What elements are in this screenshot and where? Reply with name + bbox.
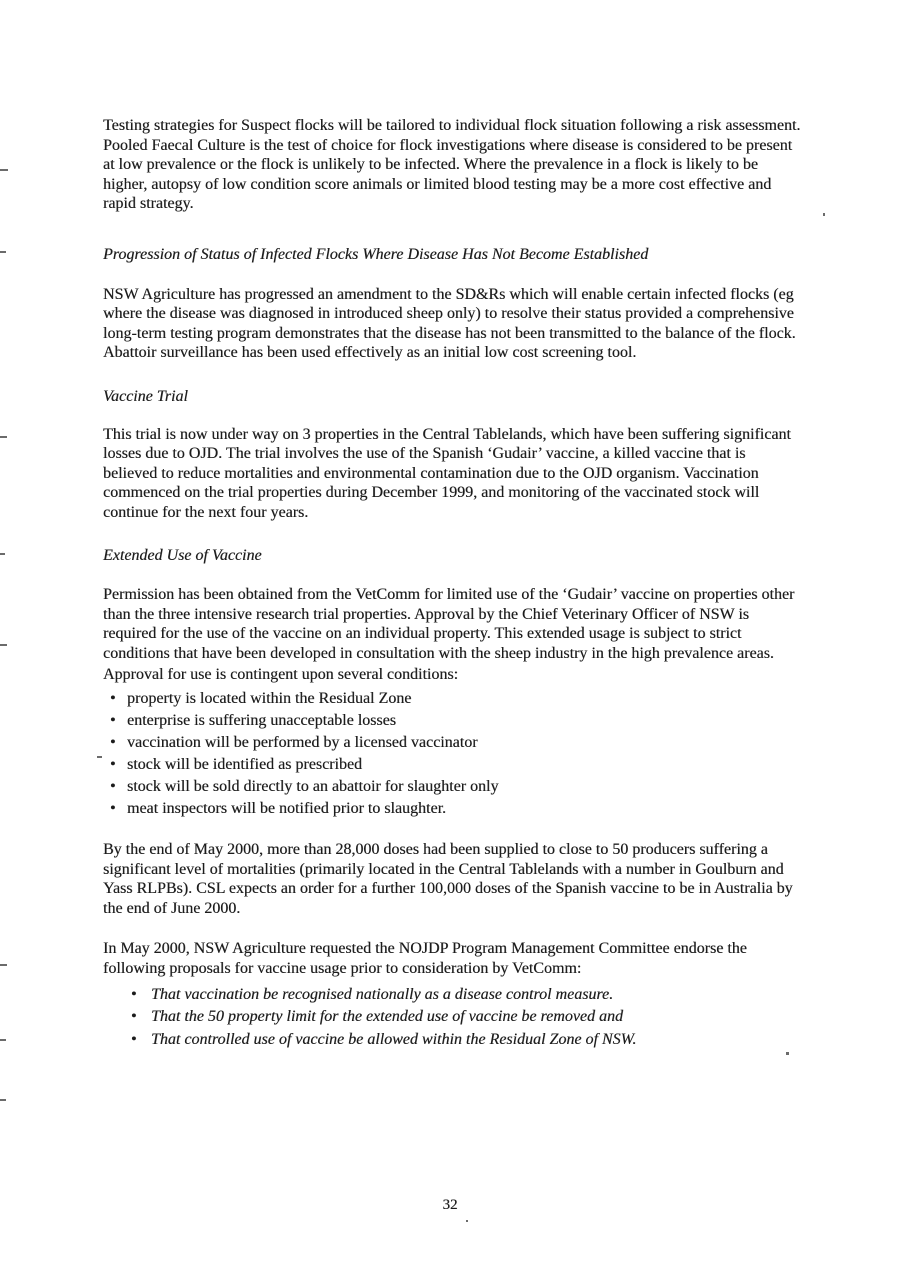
list-item: • stock will be sold directly to an abattoir for slaughter only bbox=[103, 776, 803, 798]
scan-artifact bbox=[0, 436, 7, 438]
scan-artifact bbox=[0, 553, 5, 555]
scan-artifact bbox=[0, 251, 6, 253]
paragraph-vaccine-trial: This trial is now under way on 3 properties in the Central Tablelands, which have been suffering significant losses due to OJD. The trial involves the use of the Spanish ‘Gudair’ vaccine, a killed vaccine that is believed to reduce mortalities and environmental contamination due to the OJD organism. Vaccination commenced on the trial properties during December 1999, and monitoring of the vaccinated stock will continue for the next four years. bbox=[103, 425, 791, 521]
paragraph-permission: Permission has been obtained from the VetComm for limited use of the ‘Gudair’ vaccine on properties other than the three intensive research trial properties. Approval by the Chief Veterinary Officer of NSW is required for the use of the vaccine on an individual property. This extended usage is subject to strict conditions that have been developed in consultation with the sheep industry in the high prevalence areas. bbox=[103, 586, 795, 662]
scan-artifact bbox=[823, 213, 825, 216]
heading-extended-use-of-vaccine: Extended Use of Vaccine bbox=[103, 546, 262, 564]
list-item: • That the 50 property limit for the extended use of vaccine be removed and bbox=[103, 1006, 803, 1029]
heading-vaccine-trial: Vaccine Trial bbox=[103, 387, 188, 405]
scan-artifact bbox=[0, 644, 7, 646]
scan-artifact bbox=[466, 1220, 468, 1222]
scan-artifact bbox=[0, 169, 8, 171]
scan-artifact bbox=[0, 964, 7, 966]
list-item: • property is located within the Residual Zone bbox=[103, 688, 803, 710]
scan-artifact bbox=[0, 1099, 6, 1101]
list-item: • vaccination will be performed by a licensed vaccinator bbox=[103, 732, 803, 754]
scan-artifact bbox=[0, 1039, 6, 1041]
paragraph-may-2000-request: In May 2000, NSW Agriculture requested the NOJDP Program Management Committee endorse the following proposals for vaccine usage prior to consideration by VetComm: bbox=[103, 940, 747, 978]
list-item: • stock will be identified as prescribed bbox=[103, 754, 803, 776]
conditions-list bbox=[103, 688, 803, 820]
scan-artifact bbox=[97, 756, 102, 758]
paragraph-testing-strategies: Testing strategies for Suspect flocks will be tailored to individual flock situation following a risk assessment. Pooled Faecal Culture is the test of choice for flock investigations where disease is considered to be present at low prevalence or the flock is unlikely to be infected. Where the prevalence in a flock is likely to be higher, autopsy of low condition score animals or limited blood testing may be a more cost effective and rapid strategy. bbox=[103, 117, 801, 213]
proposals-list bbox=[103, 984, 803, 1052]
scan-artifact bbox=[786, 1052, 789, 1055]
heading-progression-of-status: Progression of Status of Infected Flocks Where Disease Has Not Become Established bbox=[103, 245, 649, 263]
list-item: • meat inspectors will be notified prior to slaughter. bbox=[103, 798, 803, 820]
page-number: 32 bbox=[442, 1197, 458, 1213]
list-item: • That vaccination be recognised nationally as a disease control measure. bbox=[103, 984, 803, 1007]
paragraph-nsw-agriculture: NSW Agriculture has progressed an amendment to the SD&Rs which will enable certain infected flocks (eg where the disease was diagnosed in introduced sheep only) to resolve their status provided a comprehensive long-term testing program demonstrates that the disease has not been transmitted to the balance of the flock. Abattoir surveillance has been used effectively as an initial low cost screening tool. bbox=[103, 285, 796, 362]
list-item: • That controlled use of vaccine be allowed within the Residual Zone of NSW. bbox=[103, 1029, 803, 1052]
paragraph-doses-supplied: By the end of May 2000, more than 28,000 doses had been supplied to close to 50 producers suffering a significant level of mortalities (primarily located in the Central Tablelands with a number in Goulburn and Yass RLPBs). CSL expects an order for a further 100,000 doses of the Spanish vaccine to be in Australia by the end of June 2000. bbox=[103, 841, 793, 917]
list-item: • enterprise is suffering unacceptable losses bbox=[103, 710, 803, 732]
line-approval-conditions: Approval for use is contingent upon several conditions: bbox=[103, 666, 459, 684]
document-body bbox=[103, 116, 803, 1051]
